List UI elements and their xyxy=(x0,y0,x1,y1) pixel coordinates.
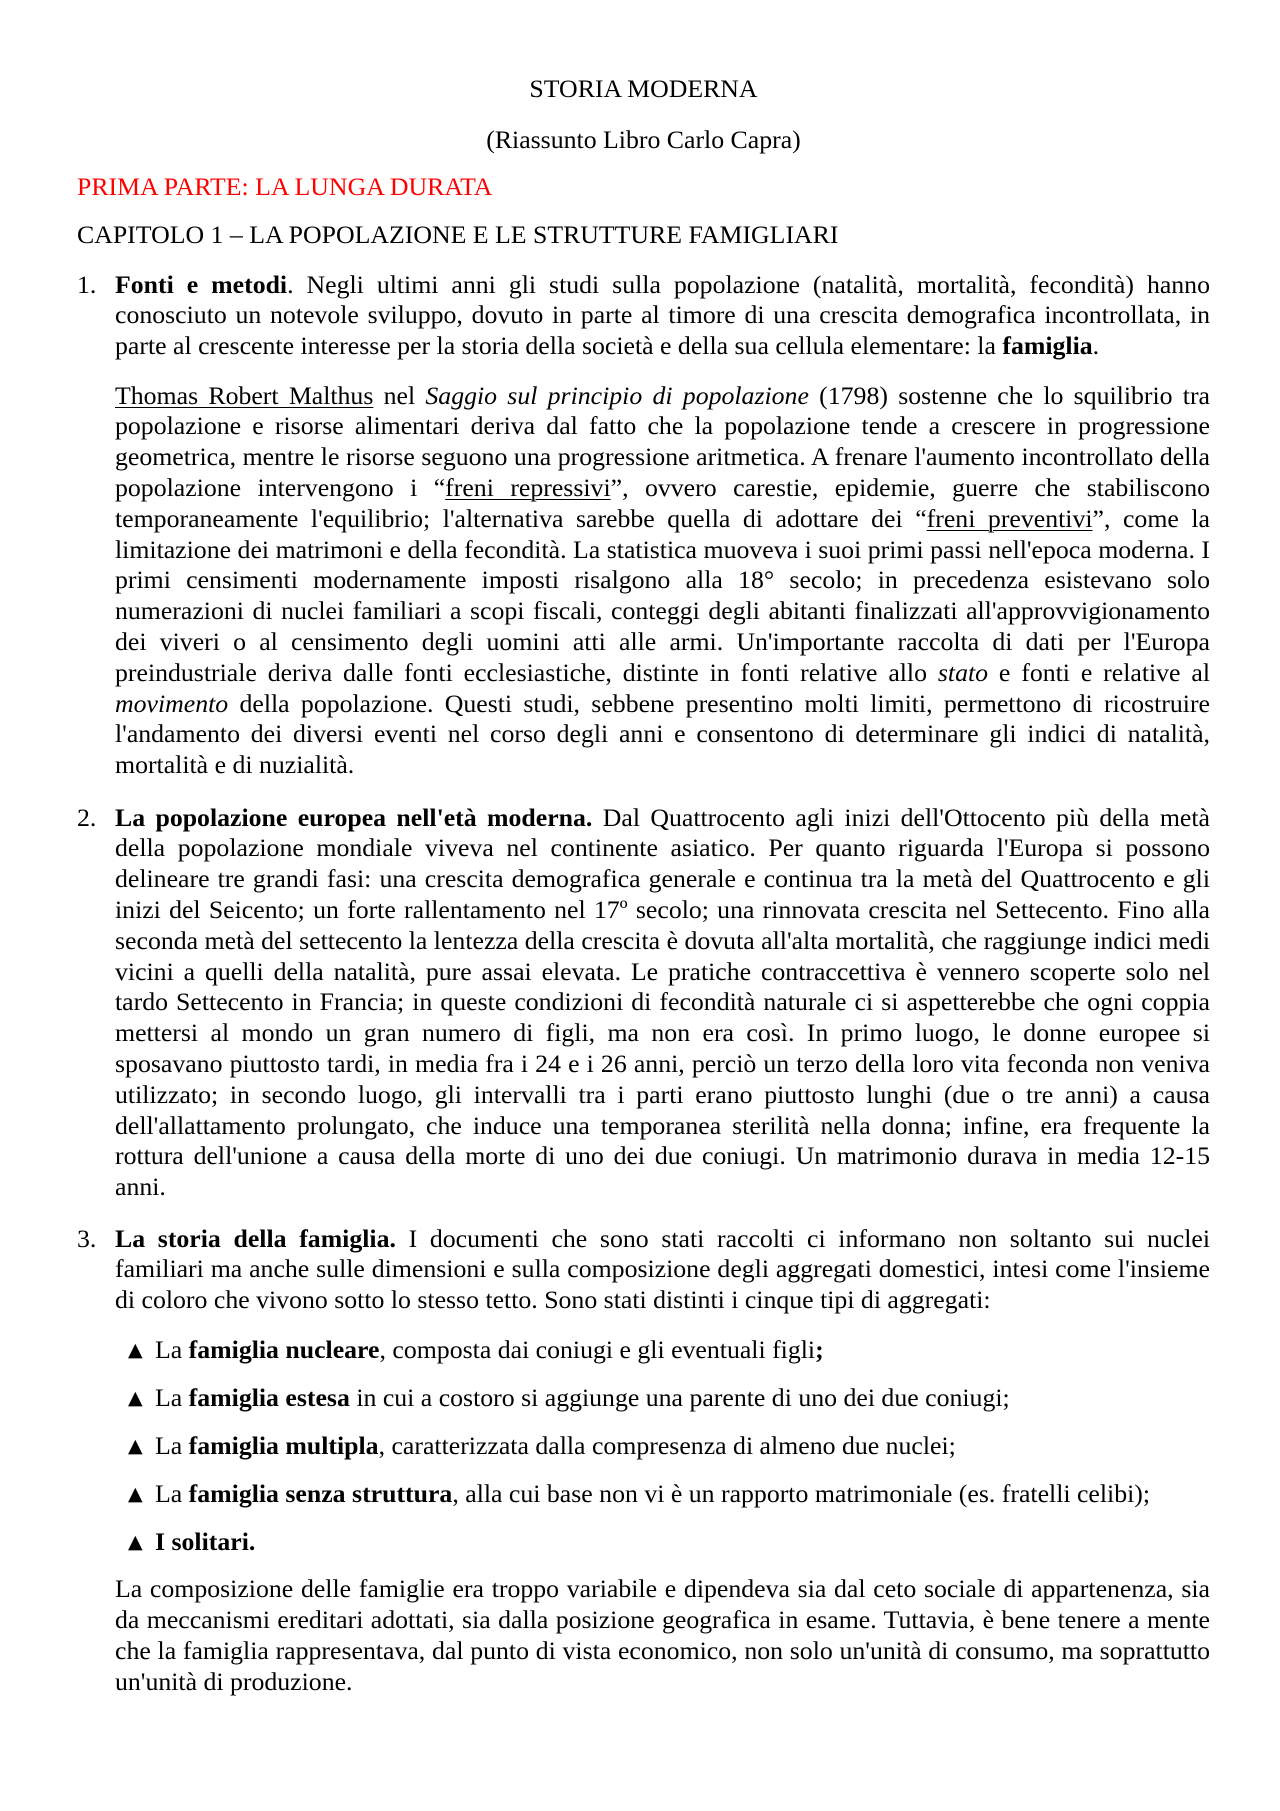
bullet-text-part: La xyxy=(155,1334,189,1364)
bold-punctuation: ; xyxy=(815,1334,824,1364)
chapter-heading: CAPITOLO 1 – LA POPOLAZIONE E LE STRUTTURE FAMIGLIARI xyxy=(77,219,839,249)
list-item-body xyxy=(115,270,1210,781)
bullet-text-part: , alla cui base non vi è un rapporto matrimoniale (es. fratelli celibi); xyxy=(452,1478,1151,1508)
section-lead-term: La popolazione europea nell'età moderna. xyxy=(115,802,593,832)
bullet-text xyxy=(155,1479,1210,1510)
part-heading: PRIMA PARTE: LA LUNGA DURATA xyxy=(77,172,493,202)
italic-term: movimento xyxy=(115,688,229,718)
paragraph-text: I documenti che sono stati raccolti ci informano non soltanto sui nuclei familiari ma anche sulle dimensioni e sulla composizione degli aggregati domestici, intesi come l'insieme di coloro che vivono sotto lo stesso tetto. Sono stati distinti i cinque tipi di aggregati: xyxy=(115,1223,1210,1315)
list-number: 2. xyxy=(77,802,97,832)
paragraph-text: della popolazione. Questi studi, sebbene presentino molti limiti, permettono di ricostruire l'andamento dei diversi eventi nel corso degli anni e consentono di determinare gli indici di natalità, mortalità e di nuzialità. xyxy=(115,688,1210,780)
closing-paragraph: La composizione delle famiglie era troppo variabile e dipendeva sia dal ceto sociale di appartenenza, sia da meccanismi ereditari adottati, sia dalla posizione geografica in esame. Tuttavia, è bene tenere a mente che la famiglia rappresentava, dal punto di vista economico, non solo un'unità di consumo, ma soprattutto un'unità di produzione. xyxy=(115,1574,1210,1696)
triangle-bullet-icon: ▲ xyxy=(128,1434,143,1457)
triangle-bullet-icon: ▲ xyxy=(128,1482,143,1505)
bullet-item xyxy=(128,1383,1210,1414)
bold-keyword: famiglia xyxy=(1002,331,1093,361)
paragraph xyxy=(115,1224,1210,1316)
bullet-text xyxy=(155,1383,1210,1414)
underlined-author-name: Thomas Robert Malthus xyxy=(115,380,374,410)
paragraph-text: . Negli ultimi anni gli studi sulla popolazione (natalità, mortalità, fecondità) hanno conosciuto un notevole sviluppo, dovuto in parte al timore di una crescita demografica incontrollata, in parte al crescente interesse per la storia della società e della sua cellula elementare: la xyxy=(115,269,1210,361)
italic-book-title: Saggio sul principio di popolazione xyxy=(425,380,809,410)
section-lead-term: La storia della famiglia. xyxy=(115,1223,396,1253)
bold-keyword: famiglia multipla xyxy=(188,1430,379,1460)
bullet-text-part: La xyxy=(155,1478,189,1508)
list-number: 3. xyxy=(77,1223,97,1253)
document-subtitle: (Riassunto Libro Carlo Capra) xyxy=(486,124,801,154)
italic-term: stato xyxy=(937,657,989,687)
section-lead-term: Fonti e metodi xyxy=(115,269,288,299)
paragraph-text: . xyxy=(1092,331,1100,361)
list-item-3 xyxy=(77,1224,1210,1698)
bullet-item xyxy=(128,1527,1210,1558)
list-item-2 xyxy=(77,803,1210,1203)
paragraph-text: ”, ovvero carestie, epidemie, guerre che stabiliscono temporaneamente l'equilibrio; l'alternativa sarebbe quella di adottare dei “ xyxy=(115,473,1211,533)
bullet-text xyxy=(155,1335,1210,1366)
bullet-item xyxy=(128,1479,1210,1510)
bullet-text-part: , caratterizzata dalla compresenza di almeno due nuclei; xyxy=(378,1430,956,1460)
bold-keyword: I solitari. xyxy=(155,1526,256,1556)
bullet-text-part: in cui a costoro si aggiunge una parente di uno dei due coniugi; xyxy=(349,1382,1010,1412)
list-item-1 xyxy=(77,270,1210,781)
list-item-body xyxy=(115,803,1210,1203)
paragraph-text: ”, come la limitazione dei matrimoni e della fecondità. La statistica muoveva i suoi primi passi nell'epoca moderna. I primi censimenti modernamente imposti risalgono alla 18° secolo; in precedenza esistevano solo numerazioni di nuclei familiari a scopi fiscali, conteggi degli abitanti finalizzati all'approvvigionamento dei viveri o al censimento degli uomini atti alle armi. Un'importante raccolta di dati per l'Europa preindustriale deriva dalle fonti ecclesiastiche, distinte in fonti relative allo xyxy=(115,503,1211,687)
bullet-text-part: La xyxy=(155,1382,189,1412)
list-item-body xyxy=(115,1224,1210,1698)
bullet-item xyxy=(128,1335,1210,1366)
underlined-term: freni repressivi xyxy=(445,473,611,503)
page-content xyxy=(77,74,1210,1698)
paragraph xyxy=(115,270,1210,362)
bullet-text-part: , composta dai coniugi e gli eventuali figli xyxy=(379,1334,816,1364)
bold-keyword: famiglia nucleare xyxy=(188,1334,380,1364)
list-number: 1. xyxy=(77,269,97,299)
triangle-bullet-icon: ▲ xyxy=(128,1386,143,1409)
bullet-text xyxy=(155,1431,1210,1462)
paragraph-text: e fonti e relative al xyxy=(988,657,1210,687)
bold-keyword: famiglia senza struttura xyxy=(188,1478,453,1508)
bullet-text-part: La xyxy=(155,1430,189,1460)
bullet-list xyxy=(115,1335,1210,1558)
triangle-bullet-icon: ▲ xyxy=(128,1530,143,1553)
triangle-bullet-icon: ▲ xyxy=(128,1338,143,1361)
paragraph-text: nel xyxy=(373,380,426,410)
document-title: STORIA MODERNA xyxy=(529,74,758,103)
paragraph xyxy=(115,381,1210,781)
paragraph-text: (1798) sostenne che lo squilibrio tra popolazione e risorse alimentari deriva dal fatto che la popolazione tende a crescere in progressione geometrica, mentre le risorse seguono una progressione aritmetica. A frenare l'aumento incontrollato della popolazione intervengono i “ xyxy=(115,380,1210,503)
bold-keyword: famiglia estesa xyxy=(188,1382,350,1412)
paragraph-text: Dal Quattrocento agli inizi dell'Ottocento più della metà della popolazione mondiale viveva nel continente asiatico. Per quanto riguarda l'Europa si possono delineare tre grandi fasi: una crescita demografica generale e continua tra la metà del Quattrocento e gli inizi del Seicento; un forte rallentamento nel 17º secolo; una rinnovata crescita nel Settecento. Fino alla seconda metà del settecento la lentezza della crescita è dovuta all'alta mortalità, che raggiunge indici medi vicini a quelli della natalità, pure assai elevata. Le pratiche contraccettiva è vennero scoperte solo nel tardo Settecento in Francia; in queste condizioni di fecondità naturale ci si aspetterebbe che ogni coppia mettersi al mondo un gran numero di figli, ma non era così. In primo luogo, le donne europee si sposavano piuttosto tardi, in media fra i 24 e i 26 anni, perciò un terzo della loro vita feconda non veniva utilizzato; in secondo luogo, gli intervalli tra i parti erano piuttosto lunghi (due o tre anni) a causa dell'allattamento prolungato, che induce una temporanea sterilità nella donna; infine, era frequente la rottura dell'unione a causa della morte di uno dei due coniugi. Un matrimonio durava in media 12-15 anni. xyxy=(115,802,1211,1202)
paragraph xyxy=(115,803,1210,1203)
bullet-text xyxy=(155,1527,1210,1558)
bullet-item xyxy=(128,1431,1210,1462)
underlined-term: freni preventivi xyxy=(926,503,1093,533)
